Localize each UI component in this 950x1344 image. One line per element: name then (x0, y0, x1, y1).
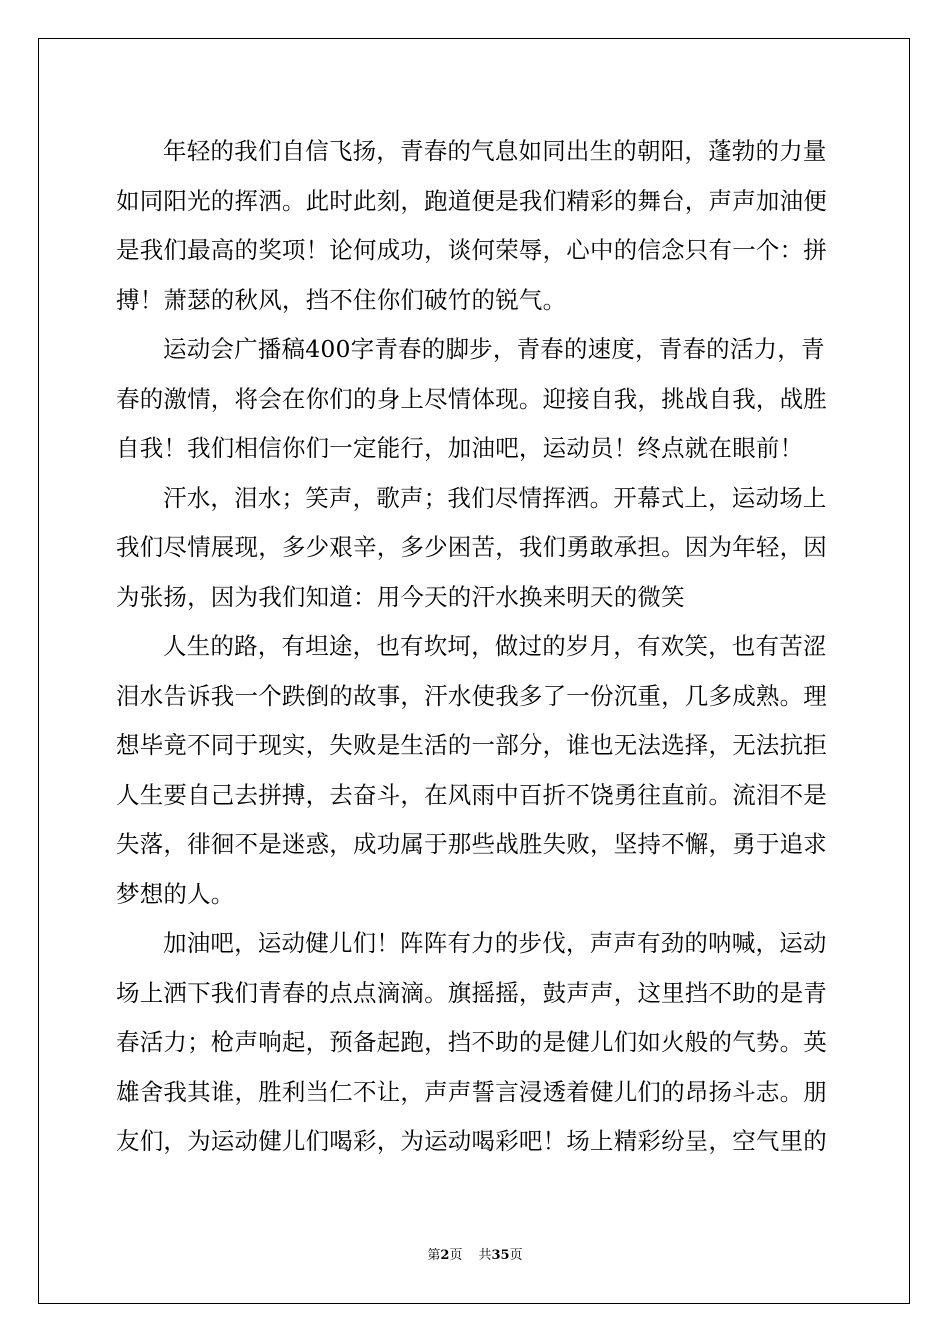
total-suffix: 页 (509, 1248, 523, 1263)
page-total: 35 (491, 1248, 510, 1263)
page-footer (0, 1246, 950, 1266)
page-prefix: 第 (427, 1248, 441, 1263)
page-suffix: 页 (449, 1248, 463, 1263)
paragraph-2: 运动会广播稿400字青春的脚步，青春的速度，青春的活力，青春的激情，将会在你们的身上尽情体现。迎接自我，挑战自我，战胜自我！我们相信你们一定能行，加油吧，运动员！终点就在眼前！ (116, 335, 827, 462)
paragraph-4: 人生的路，有坦途，也有坎坷，做过的岁月，有欢笑，也有苦涩泪水告诉我一个跌倒的故事，汗水使我多了一份沉重，几多成熟。理想毕竟不同于现实，失败是生活的一部分，谁也无法选择，无法抗拒人生要自己去拼搏，去奋斗，在风雨中百折不饶勇往直前。流泪不是失落，徘徊不是迷惑，成功属于那些战胜失败，坚持不懈，勇于追求梦想的人。 (116, 632, 827, 908)
page-number: 2 (440, 1248, 450, 1263)
paragraph-3: 汗水，泪水；笑声，歌声；我们尽情挥洒。开幕式上，运动场上我们尽情展现，多少艰辛，多少困苦，我们勇敢承担。因为年轻，因为张扬，因为我们知道：用今天的汗水换来明天的微笑 (116, 483, 827, 611)
paragraph-5: 加油吧，运动健儿们！阵阵有力的步伐，声声有劲的呐喊，运动场上洒下我们青春的点点滴滴。旗摇摇，鼓声声，这里挡不助的是青春活力；枪声响起，预备起跑，挡不助的是健儿们如火般的气势。英雄舍我其谁，胜利当仁不让，声声誓言浸透着健儿们的昂扬斗志。朋友们，为运动健儿们喝彩，为运动喝彩吧！场上精彩纷呈，空气里的 (116, 929, 827, 1155)
total-prefix: 共 (478, 1248, 492, 1263)
paragraph-1: 年轻的我们自信飞扬，青春的气息如同出生的朝阳，蓬勃的力量如同阳光的挥洒。此时此刻，跑道便是我们精彩的舞台，声声加油便是我们最高的奖项！论何成功，谈何荣辱，心中的信念只有一个：拼搏！萧瑟的秋风，挡不住你们破竹的锐气。 (116, 137, 827, 314)
document-body (116, 127, 834, 1167)
